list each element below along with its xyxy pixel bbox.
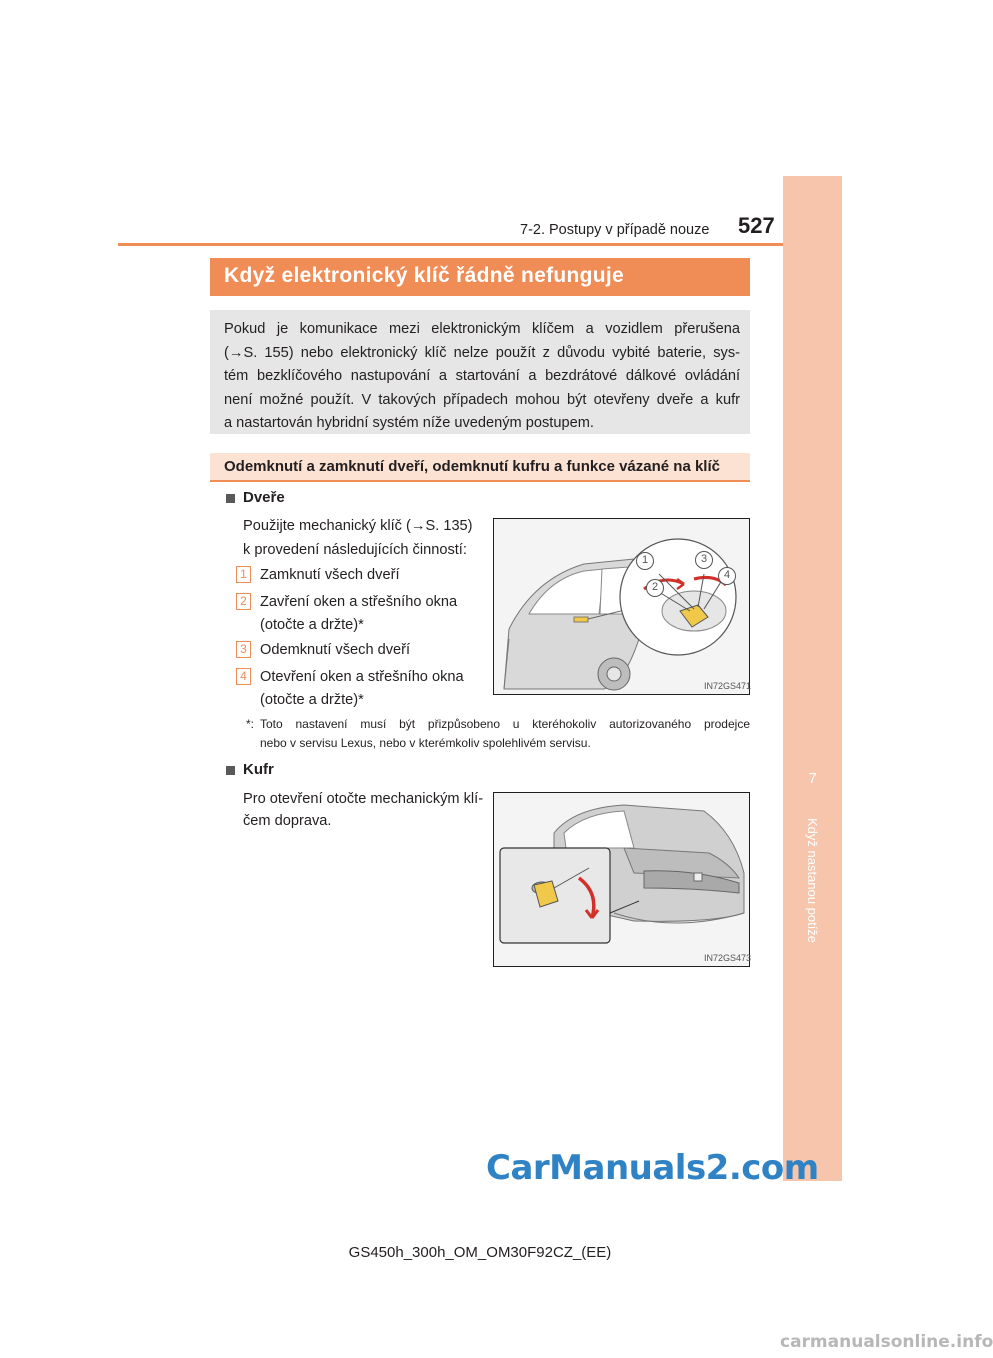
intro-line: (→S. 155) nebo elektronický klíč nelze použít z důvodu vybité baterie, sys- [224,344,740,361]
callout-2: 2 [646,579,664,597]
intro-line: tém bezklíčového nastupování a startování a bezdrátové dálkové ovládání [224,368,740,384]
watermark-logo: CarManuals2.com [486,1148,819,1188]
intro-line: Pokud je komunikace mezi elektronickým klíčem a vozidlem přerušena [224,321,740,337]
step-text: Odemknutí všech dveří [260,642,411,658]
page-title: Když elektronický klíč řádně nefunguje [224,264,625,287]
step-text-2: (otočte a držte)* [260,692,364,708]
page-number: 527 [738,213,775,238]
subheading: Odemknutí a zamknutí dveří, odemknutí kufru a funkce vázané na klíč [224,458,720,475]
door-key-illustration [493,518,750,695]
section-header: 7-2. Postupy v případě nouze [520,222,710,238]
footnote-line-1: Toto nastavení musí být přizpůsobeno u kteréhokoliv autorizovaného prodejce [260,717,750,731]
step-number: 1 [236,566,251,583]
watermark-footer: carmanualsonline.info [780,1332,993,1352]
bullet-square [226,494,235,503]
image-code: IN72GS471 [704,681,752,691]
doors-text-2: k provedení následujících činností: [243,542,467,558]
trunk-key-illustration [493,792,750,967]
intro-line: a nastartován hybridní systém níže uvedeným postupem. [224,415,594,431]
step-number: 2 [236,593,251,610]
chapter-label-wrap [805,818,945,944]
chapter-side-tab [783,176,842,1181]
step-text-2: (otočte a držte)* [260,617,364,633]
doors-text-1: Použijte mechanický klíč (→S. 135) [243,518,473,534]
step-number: 3 [236,641,251,658]
chapter-label: Když nastanou potíže [805,818,820,944]
step-number: 4 [236,668,251,685]
doors-heading: Dveře [243,489,285,506]
step-text: Otevření oken a střešního okna [260,669,464,685]
trunk-text-2: čem doprava. [243,813,332,829]
intro-text [224,318,740,436]
chapter-number: 7 [808,770,817,787]
intro-line: není možné použít. V takových případech mohou být otevřeny dveře a kufr [224,391,740,408]
step-text: Zavření oken a střešního okna [260,594,458,610]
callout-3: 3 [695,551,713,569]
header-rule [118,243,783,246]
door-car-drawing [494,519,752,694]
trunk-heading: Kufr [243,761,274,778]
callout-4: 4 [718,567,736,585]
image-code: IN72GS473 [704,953,752,963]
step-text: Zamknutí všech dveří [260,567,400,583]
footnote-mark: *: [246,717,255,731]
footer-code: GS450h_300h_OM_OM30F92CZ_(EE) [348,1244,612,1261]
trunk-car-drawing [494,793,752,966]
footnote-line-2: nebo v servisu Lexus, nebo v kterémkoliv spolehlivém servisu. [260,736,591,750]
bullet-square [226,766,235,775]
callout-1: 1 [636,552,654,570]
trunk-text-1: Pro otevření otočte mechanickým klí- [243,791,484,807]
